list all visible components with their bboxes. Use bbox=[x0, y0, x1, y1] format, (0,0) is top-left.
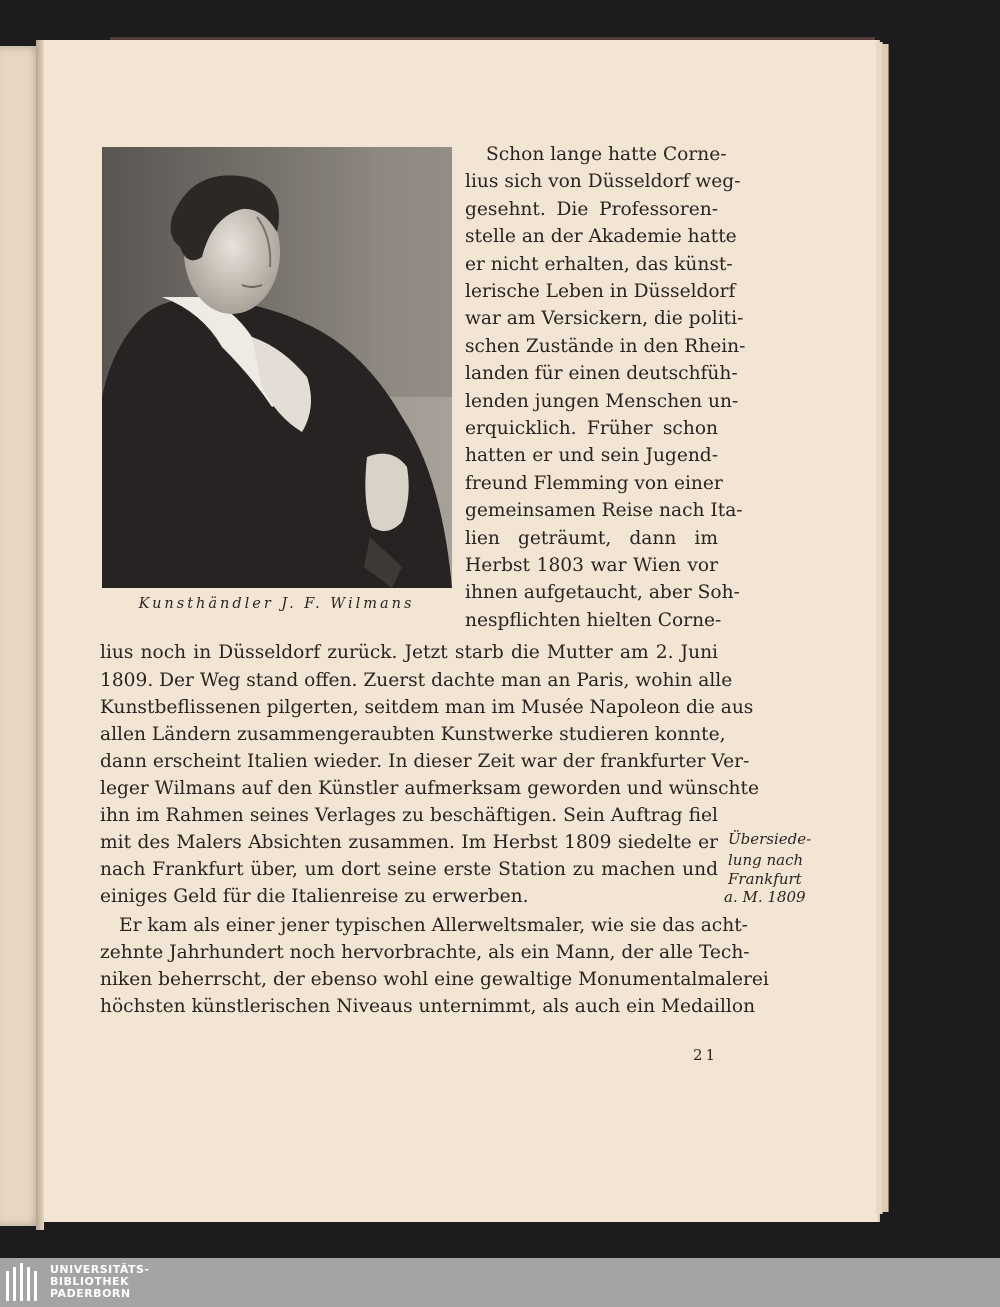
text-line: landen für einen deutschfüh- bbox=[465, 363, 738, 385]
library-name bbox=[50, 1264, 150, 1300]
text-line: Herbst 1803 war Wien vor bbox=[465, 555, 718, 576]
text-line: Kunstbeflissenen pilgerten, seitdem man im Musée Napoleon die aus bbox=[100, 697, 754, 718]
text-line: zehnte Jahrhundert noch hervorbrachte, als ein Mann, der alle Tech- bbox=[100, 942, 750, 963]
library-footer-bar bbox=[0, 1258, 1000, 1307]
text-line: hatten er und sein Jugend- bbox=[465, 445, 718, 467]
book-spine bbox=[36, 40, 44, 1230]
text-line: lius sich von Düsseldorf weg- bbox=[465, 171, 741, 193]
text-line: nach Frankfurt über, um dort seine erste Station zu machen und bbox=[100, 859, 718, 880]
library-name-line3: PADERBORN bbox=[50, 1287, 131, 1300]
text-line: dann erscheint Italien wieder. In dieser Zeit war der frankfurter Ver- bbox=[100, 751, 750, 772]
text-line: lerische Leben in Düsseldorf bbox=[465, 281, 736, 302]
text-line: ihnen aufgetaucht, aber Soh- bbox=[465, 582, 740, 604]
marginal-note-line: Frankfurt bbox=[728, 870, 802, 888]
text-line: höchsten künstlerischen Niveaus unternimmt, als auch ein Medaillon bbox=[100, 996, 756, 1017]
text-line: 1809. Der Weg stand offen. Zuerst dachte man an Paris, wohin alle bbox=[100, 670, 733, 691]
text-line: war am Versickern, die politi- bbox=[465, 308, 744, 330]
library-logo-icon bbox=[4, 1263, 44, 1303]
text-line: ihn im Rahmen seines Verlages zu beschäftigen. Sein Auftrag fiel bbox=[100, 805, 718, 826]
text-line: gemeinsamen Reise nach Ita- bbox=[465, 500, 743, 522]
marginal-note-line: Übersiede- bbox=[728, 830, 812, 848]
library-name-line1: UNIVERSITÄTS- bbox=[50, 1263, 150, 1276]
marginal-note-line: a. M. 1809 bbox=[724, 888, 806, 906]
text-line: schen Zustände in den Rhein- bbox=[465, 335, 746, 357]
library-name-line2: BIBLIOTHEK bbox=[50, 1275, 130, 1288]
text-line: lenden jungen Menschen un- bbox=[465, 390, 739, 412]
text-line: allen Ländern zusammengeraubten Kunstwerke studieren konnte, bbox=[100, 724, 726, 745]
marginal-note-line: lung nach bbox=[728, 851, 804, 869]
text-line: leger Wilmans auf den Künstler aufmerksam geworden und wünschte bbox=[100, 778, 759, 799]
page-number: 21 bbox=[693, 1046, 719, 1064]
text-line: er nicht erhalten, das künst- bbox=[465, 253, 733, 275]
portrait-illustration bbox=[102, 147, 452, 588]
text-line: niken beherrscht, der ebenso wohl eine gewaltige Monumentalmalerei bbox=[100, 969, 769, 990]
text-line: gesehnt. Die Professoren- bbox=[465, 198, 718, 220]
text-line: Schon lange hatte Corne- bbox=[486, 144, 727, 165]
text-line: freund Flemming von einer bbox=[465, 472, 723, 494]
text-line: mit des Malers Absichten zusammen. Im Herbst 1809 siedelte er bbox=[100, 832, 718, 853]
page-stack-edge-outer bbox=[882, 44, 889, 1212]
text-line: nespflichten hielten Corne- bbox=[465, 609, 722, 631]
text-line: Er kam als einer jener typischen Allerweltsmaler, wie sie das acht- bbox=[119, 915, 748, 936]
text-line: erquicklich. Früher schon bbox=[465, 418, 718, 439]
text-line: lien geträumt, dann im bbox=[465, 527, 718, 549]
text-line: einiges Geld für die Italienreise zu erwerben. bbox=[100, 886, 529, 907]
portrait-caption: Kunsthändler J. F. Wilmans bbox=[138, 596, 415, 612]
text-line: lius noch in Düsseldorf zurück. Jetzt starb die Mutter am 2. Juni bbox=[100, 642, 718, 663]
text-line: stelle an der Akademie hatte bbox=[465, 226, 737, 248]
